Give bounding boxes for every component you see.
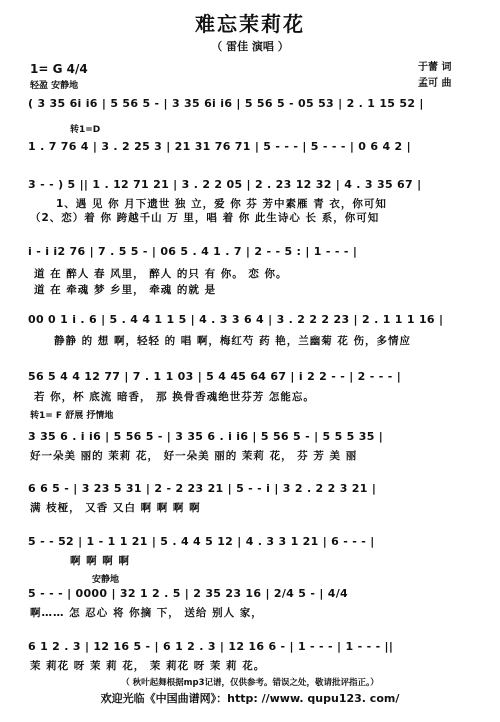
site-footer: 欢迎光临《中国曲谱网》：http: //www. qupu123. com/ (100, 692, 400, 705)
lyric-line: （2、恋）着 你 跨越千山 万 里，唱 着 你 此生诗心 长 系，你可知 (30, 212, 380, 224)
score-row: 5 - - 52 | 1 - 1 1 21 | 5 . 4 4 5 12 | 4 . 3 3 1 21 | 6 - - - | (28, 535, 375, 548)
lyricist-credit: 于蕾 词 (418, 62, 452, 73)
score-row: 56 5 4 4 12 77 | 7 . 1 1 03 | 5 4 45 64 67 | i 2 2 - - | 2 - - - | (28, 370, 402, 383)
lyric-line: 道 在 醉人 春 风里， 醉人 的只 有 你。 恋 你。 (34, 268, 288, 280)
score-row: 3 35 6 . i i6 | 5 56 5 - | 3 35 6 . i i6 | 5 56 5 - | 5 5 5 35 | (28, 430, 384, 443)
key-signature: 1= G 4/4 (30, 62, 88, 76)
score-row: 6 6 5 - | 3 23 5 31 | 2 - 2 23 21 | 5 - - i | 3 2 . 2 2 3 21 | (28, 482, 377, 495)
lyric-line: 若 你，杯 底流 暗香， 那 换骨香魂绝世芬芳 怎能忘。 (34, 391, 315, 403)
tempo-change-mark: 安静地 (92, 575, 120, 585)
score-row: 5 - - - | 0000 | 32 1 2 . 5 | 2 35 23 16 | 2/4 5 - | 4/4 (28, 587, 348, 600)
singer-credit: （ 雷佳 演唱 ） (211, 40, 289, 53)
lyric-line: 静静 的 想 啊，轻轻 的 唱 啊，梅红芍 药 艳，兰幽菊 花 伤，多情应 (54, 335, 412, 347)
lyric-line: 道 在 牵魂 梦 乡里， 牵魂 的就 是 (34, 284, 217, 296)
score-row: 6 1 2 . 3 | 12 16 5 - | 6 1 2 . 3 | 12 16 6 - | 1 - - - | 1 - - - || (28, 640, 394, 653)
lyric-line: 好一朵美 丽的 茉莉 花， 好一朵美 丽的 茉莉 花， 芬 芳 美 丽 (30, 450, 358, 462)
score-row: i - i i2 76 | 7 . 5 5 - | 06 5 . 4 1 . 7 | 2 - - 5 : | 1 - - - | (28, 245, 358, 258)
score-row: 3 - - ) 5 || 1 . 12 71 21 | 3 . 2 2 05 | 2 . 23 12 32 | 4 . 3 35 67 | (28, 178, 422, 191)
lyric-line: 茉 莉花 呀 茉 莉 花， 茉 莉花 呀 茉 莉 花。 (30, 660, 266, 672)
modulation-mark: 转1= F 舒展 抒情地 (30, 411, 114, 421)
score-row: 00 0 1 i . 6 | 5 . 4 4 1 1 5 | 4 . 3 3 6 4 | 3 . 2 2 2 23 | 2 . 1 1 1 16 | (28, 313, 444, 326)
score-row: 1 . 7 76 4 | 3 . 2 25 3 | 21 31 76 71 | 5 - - - | 5 - - - | 0 6 4 2 | (28, 140, 411, 153)
tempo-marking: 轻盈 安静地 (30, 81, 79, 91)
lyric-line: 啊 啊 啊 啊 (70, 555, 130, 567)
composer-credit: 孟可 曲 (418, 78, 452, 89)
modulation-mark: 转1=D (70, 125, 101, 135)
lyric-line: 满 枝桠， 又香 又白 啊 啊 啊 啊 (30, 502, 201, 514)
lyric-line: 1、遇 见 你 月下遗世 独 立，爱 你 芬 芳中素雁 青 衣，你可知 (56, 198, 387, 210)
score-row: ( 3 35 6i i6 | 5 56 5 - | 3 35 6i i6 | 5 56 5 - 05 53 | 2 . 1 15 52 | (28, 97, 424, 110)
transcriber-note: （ 秋叶起舞根据mp3记谱，仅供参考。错误之处，敬请批评指正。） (121, 678, 379, 688)
lyric-line: 啊…… 怎 忍心 将 你摘 下， 送给 别人 家， (30, 607, 263, 619)
song-title: 难忘茉莉花 (195, 12, 305, 36)
